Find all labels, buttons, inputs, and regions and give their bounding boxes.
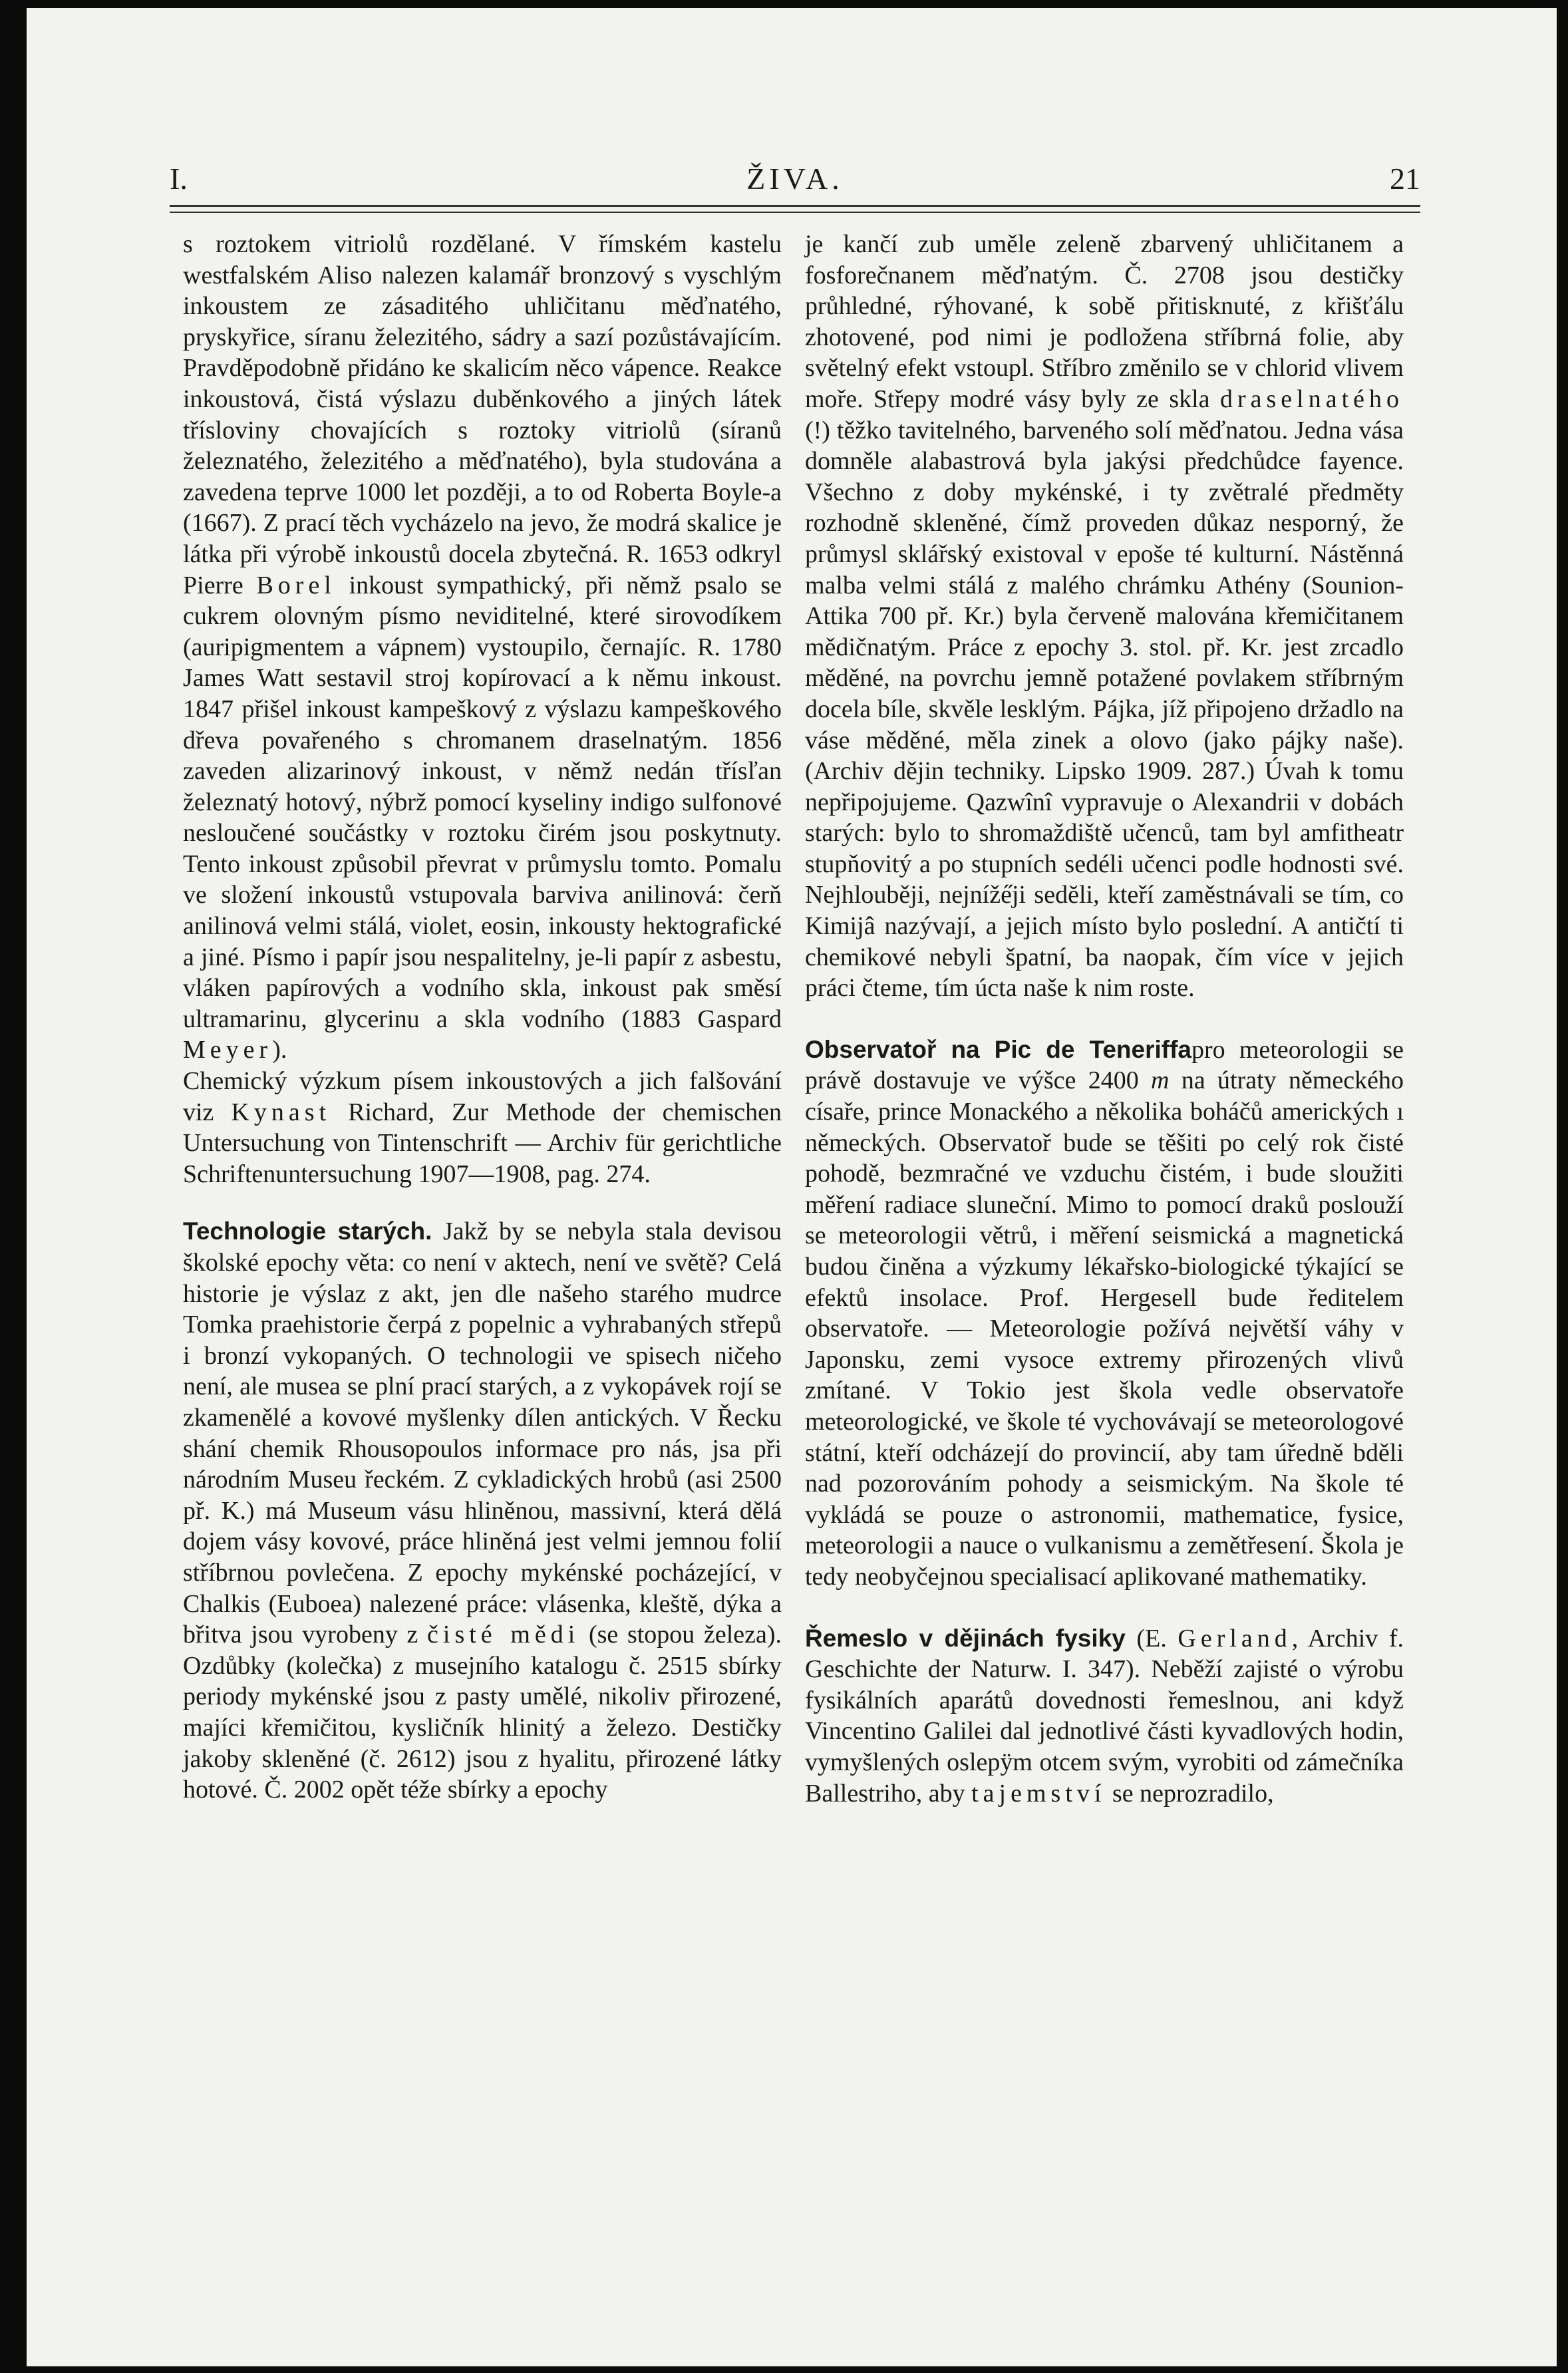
section-heading: Observatoř na Pic de Teneriffa [805, 1035, 1191, 1063]
page-number: 21 [1390, 162, 1420, 196]
section-number: I. [170, 162, 188, 196]
paragraph: s roztokem vitriolů rozdělané. V římském kastelu westfalském Aliso nalezen kalamář bronzový s vyschlým inkoustem ze zásaditého uhličitanu měďnatého, pryskyřice, síranu železitého, sádry a sazí pozůstávajícím. Pravděpodobně přidáno ke skalicím něco vápence. Reakce inkoustová, čistá výslazu duběnkového a jiných látek třísloviny chovajících s roztoky vitriolů (síranů železnatého, železitého a měďnatého), byla studována a zavedena teprve 1000 let později, a to od Roberta Boyle-a (1667). Z prací těch vycházelo na jevo, že modrá skalice je látka při výrobě inkoustů docela zbytečná. R. 1653 odkryl Pierre Borel inkoust sympathický, při němž psalo se cukrem olovným písmo neviditelné, které sirovodíkem (auripigmentem a vápnem) vystoupilo, černajíc. R. 1780 James Watt sestavil stroj kopírovací a k němu inkoust. 1847 přišel inkoust kampeškový z výslazu kampeškového dřeva povařeného s chromanem draselnatým. 1856 zaveden alizarinový inkoust, v němž nedán třísľan železnatý hotový, nýbrž pomocí kyseliny indigo sulfonové nesloučené součástky v roztoku čirém jsou poskytnuty. Tento inkoust způsobil převrat v průmyslu tomto. Pomalu ve složení inkoustů vstupovala barviva anilinová: čerň anilinová velmi stálá, violet, eosin, inkousty hektografické a jiné. Písmo i papír jsou nespalitelny, je-li papír z asbestu, vláken papírových a vodního skla, inkoust pak směsí ultramarinu, glycerinu a skla vodního (1883 Gaspard Meyer). [183, 230, 782, 1064]
header-rule-thin [170, 212, 1420, 213]
section-heading: Řemeslo v dějinách fysiky [805, 1624, 1126, 1652]
journal-title: ŽIVA. [746, 162, 844, 196]
spaced-phrase: draselnatého [1219, 385, 1404, 413]
left-column [183, 229, 782, 1806]
spaced-phrase: čisté mědi [427, 1621, 580, 1649]
paragraph: Řemeslo v dějinách fysiky (E. Gerland, Archiv f. Geschichte der Naturw. I. 347). Neběží zajisté o výrobu fysikálních aparátů dovednosti řemeslnou, ani když Vincentino Galilei dal jednotlivé části kyvadlových hodin, vymyšlených oslepÿm otcem svým, vyrobiti od zámečníka Ballestriho, aby tajemství se neprozradilo, [805, 1624, 1404, 1808]
unit: m [1151, 1066, 1170, 1095]
paragraph: Technologie starých. Jakž by se nebyla stala devisou školské epochy věta: co není v aktech, není ve světě? Celá historie je výslaz z akt, jen dle našeho starého mudrce Tomka praehistorie čerpá z popelnic a vyhrabaných střepů i bronzí vykopaných. O technologii ve spisech ničeho není, ale musea se plní prací starých, a z vykopávek rojí se zkamenělé a kovové myšlenky dílen antických. V Řecku shání chemik Rhousopoulos informace pro nás, jsa při národním Museu řeckém. Z cykladických hrobů (asi 2500 př. K.) má Museum vásu hliněnou, massivní, která dělá dojem vásy kovové, práce hliněná jest velmi jemnou folií stříbrnou povlečena. Z epochy mykénské pocházející, v Chalkis (Euboea) nalezené práce: vlásenka, kleště, dýka a břitva jsou vyrobeny z čisté mědi (se stopou železa). Ozdůbky (kolečka) z musejního katalogu č. 2515 sbírky periody mykénské jsou z pasty umělé, nikoliv přirozené, majíci křemičitou, kysličník hlinitý a železo. Destičky jakoby skleněné (č. 2612) jsou z hyalitu, přirozené látky hotové. Č. 2002 opět téže sbírky a epochy [183, 1217, 782, 1804]
right-column [805, 229, 1404, 1809]
spaced-name: Kynast [231, 1098, 331, 1126]
spaced-phrase: tajemství [971, 1779, 1106, 1808]
paragraph: Observatoř na Pic de Teneriffapro meteorologii se právě dostavuje ve výšce 2400 m na útraty německého císaře, prince Monackého a několika boháčů amerických ı německých. Observatoř bude se těšiti po celý rok čisté pohodě, bezmračné ve vzduchu čistém, i bude sloužiti měření radiace sluneční. Mimo to pomocí draků poslouží se meteorologii větrů, i měření seismická a magnetická budou činěna a výzkumy lékařsko-biologické týkající se efektů insolace. Prof. Hergesell bude ředitelem observatoře. — Meteorologie požívá největší váhy v Japonsku, zemi vysoce extremy přirozených vlivů zmítané. V Tokio jest škola vedle observatoře meteorologické, ve škole té vychovávají se meteorologové státní, kteří odcházejí do provincií, aby tam úředně bděli nad pozorováním pohody a seismickým. Na škole té vykládá se pouze o astronomii, mathematice, fysice, meteorologii a nauce o vulkanismu a zemětřesení. Škola je tedy neobyčejnou specialisací aplikované mathematiky. [805, 1035, 1404, 1591]
spaced-name: Gerland [1177, 1624, 1292, 1653]
spaced-name: Meyer [183, 1036, 273, 1064]
spaced-name: Borel [256, 571, 336, 599]
paragraph: Chemický výzkum písem inkoustových a jich falšování viz Kynast Richard, Zur Methode der chemischen Untersuchung von Tintenschrift — Archiv für gerichtliche Schriftenuntersuchung 1907—1908, pag. 274. [183, 1067, 782, 1188]
running-header [170, 161, 1420, 201]
header-rule [170, 205, 1420, 207]
paragraph: je kančí zub uměle zeleně zbarvený uhličitanem a fosforečnanem měďnatým. Č. 2708 jsou destičky průhledné, rýhované, k sobě přitisknuté, z křišťálu zhotovené, pod nimi je podložena stříbrná folie, aby světelný efekt vstoupl. Stříbro změnilo se v chlorid vlivem moře. Střepy modré vásy byly ze skla draselnatého (!) těžko tavitelného, barveného solí měďnatou. Jedna vása domněle alabastrová byla jakýsi předchůdce fayence. Všechno z doby mykénské, i ty zvětralé předměty rozhodně skleněné, čímž proveden důkaz nesporný, že průmysl sklářský existoval v epoše té kulturní. Nástěnná malba velmi stálá z malého chrámku Athény (Sounion-Attika 700 př. Kr.) byla červeně malována křemičitanem mědičnatým. Práce z epochy 3. stol. př. Kr. jest zrcadlo měděné, na povrchu jemně potažené povlakem stříbrným docela bíle, skvěle lesklým. Pájka, jíž připojeno držadlo na váse měděné, měla zinek a olovo (jako pájky naše). (Archiv dějin techniky. Lipsko 1909. 287.) Úvah k tomu nepřipojujeme. Qazwînî vypravuje o Alexandrii v dobách starých: bylo to shromaždiště učenců, tam byl amfitheatr stupňovitý a po stupních sedéli učenci podle hodnosti své. Nejhlouběji, nejníže̋ji sedĕli, kteří zaměstnávali se tím, co Kimijâ nazývají, a jejich místo bylo poslední. A antičtí ti chemikové nebyli špatní, ba naopak, čím více v jejich práci čteme, tím úcta naše k nim roste. [805, 230, 1404, 1003]
section-heading: Technologie starých. [183, 1217, 432, 1245]
page [27, 8, 1557, 2366]
